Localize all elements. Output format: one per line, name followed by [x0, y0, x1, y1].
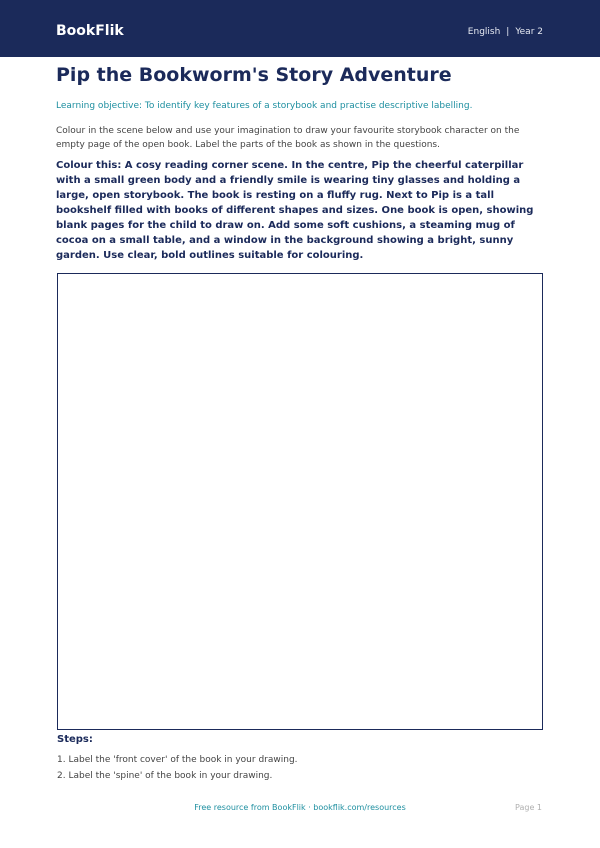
footer-resource-link[interactable]: Free resource from BookFlik · bookflik.com/resources	[194, 803, 406, 812]
page-number: Page 1	[515, 803, 542, 812]
meta-separator: |	[506, 27, 510, 37]
brand-logo[interactable]: BookFlik	[56, 23, 124, 39]
subject-label: English	[467, 27, 501, 37]
intro-text: Colour in the scene below and use your imagination to draw your favourite storybook character on the empty page of the open book. Label the parts of the book as shown in the questions.	[56, 126, 520, 150]
steps-list	[57, 752, 298, 784]
step-item: 2. Label the 'spine' of the book in your drawing.	[57, 771, 273, 781]
colouring-area[interactable]	[57, 273, 543, 730]
header-meta	[468, 27, 543, 37]
header-bar	[0, 0, 600, 57]
learning-objective: Learning objective: To identify key features of a storybook and practise descriptive labelling.	[56, 101, 473, 111]
step-item: 1. Label the 'front cover' of the book in your drawing.	[57, 755, 298, 765]
colouring-instruction: Colour this: A cosy reading corner scene. In the centre, Pip the cheerful caterpillar with a small green body and a friendly smile is wearing tiny glasses and holding a large, open storybook. The book is resting on a fluffy rug. Next to Pip is a tall bookshelf filled with books of different shapes and sizes. One book is open, showing blank pages for the child to draw on. Add some soft cushions, a steaming mug of cocoa on a small table, and a window in the background showing a bright, sunny garden. Use clear, bold outlines suitable for colouring.	[56, 160, 534, 261]
year-label: Year 2	[515, 27, 543, 37]
page-title: Pip the Bookworm's Story Adventure	[56, 64, 452, 86]
steps-heading: Steps:	[57, 734, 93, 745]
